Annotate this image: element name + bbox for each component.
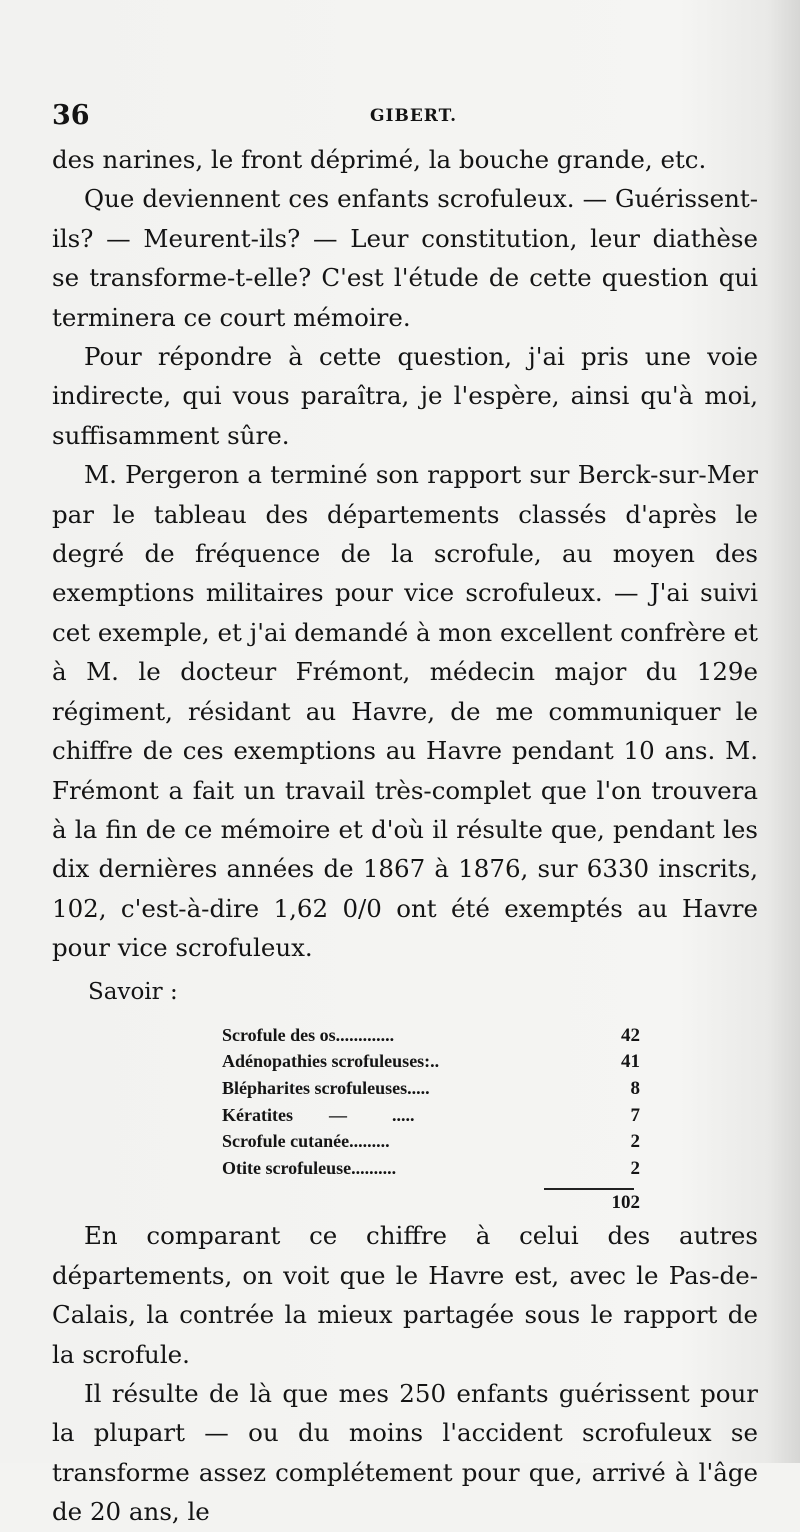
- table-row-label: Kératites — .....: [222, 1104, 415, 1125]
- exemptions-table: [222, 1022, 640, 1217]
- table-total-row: [222, 1190, 640, 1217]
- table-row-value: 42: [621, 1024, 640, 1046]
- table-row-label: Scrofule cutanée.........: [222, 1131, 390, 1152]
- paragraph: M. Pergeron a terminé son rapport sur Berck-sur-Mer par le tableau des départements classés d'après le degré de fréquence de la scrofule, au moyen des exemptions militaires pour vice scrofuleux. — J'ai suivi cet exemple, et j'ai demandé à mon excellent confrère et à M. le docteur Frémont, médecin major du 129e régiment, résidant au Havre, de me communiquer le chiffre de ces exemptions au Havre pendant 10 ans. M. Frémont a fait un travail très-complet que l'on trouvera à la fin de ce mémoire et d'où il résulte que, pendant les dix dernières années de 1867 à 1876, sur 6330 inscrits, 102, c'est-à-dire 1,62 0/0 ont été exemptés au Havre pour vice scrofuleux.: [52, 460, 758, 963]
- paragraph: Que deviennent ces enfants scrofuleux. — Guérissent-ils? — Meurent-ils? — Leur constitution, leur diathèse se transforme-t-elle? C'est l'étude de cette question qui terminera ce court mémoire.: [52, 184, 758, 332]
- table-row: [222, 1022, 640, 1049]
- table-row: [222, 1102, 640, 1129]
- table-row: [222, 1048, 640, 1075]
- table-row-label: Scrofule des os.............: [222, 1024, 395, 1045]
- table-row: [222, 1128, 640, 1155]
- paragraph: En comparant ce chiffre à celui des autres départements, on voit que le Havre est, avec le Pas-de-Calais, la contrée la mieux partagée sous le rapport de la scrofule.: [52, 1221, 758, 1369]
- page-header: [52, 100, 752, 136]
- table-row-value: 2: [630, 1157, 640, 1179]
- table-row-value: 2: [630, 1131, 640, 1153]
- savoir-label: Savoir :: [88, 978, 178, 1005]
- paragraph: des narines, le front déprimé, la bouche grande, etc.: [52, 145, 707, 174]
- page-number: 36: [52, 100, 90, 131]
- page-body: [52, 140, 758, 1532]
- table-row-value: 8: [630, 1077, 640, 1099]
- table-row-label: Adénopathies scrofuleuses:..: [222, 1051, 440, 1072]
- table-row-label: Otite scrofuleuse..........: [222, 1157, 397, 1178]
- table-row: [222, 1075, 640, 1102]
- paragraph: Pour répondre à cette question, j'ai pris une voie indirecte, qui vous paraîtra, je l'espère, ainsi qu'à moi, suffisamment sûre.: [52, 342, 758, 450]
- table-row: [222, 1155, 640, 1182]
- paragraph: Il résulte de là que mes 250 enfants guérissent pour la plupart — ou du moins l'accident scrofuleux se transforme assez complétement pour que, arrivé à l'âge de 20 ans, le: [52, 1378, 758, 1527]
- table-row-value: 41: [621, 1051, 640, 1073]
- table-row-label: Blépharites scrofuleuses.....: [222, 1077, 430, 1098]
- table-row-value: 7: [630, 1104, 640, 1126]
- running-head: GIBERT.: [370, 106, 458, 126]
- table-total: 102: [611, 1191, 640, 1213]
